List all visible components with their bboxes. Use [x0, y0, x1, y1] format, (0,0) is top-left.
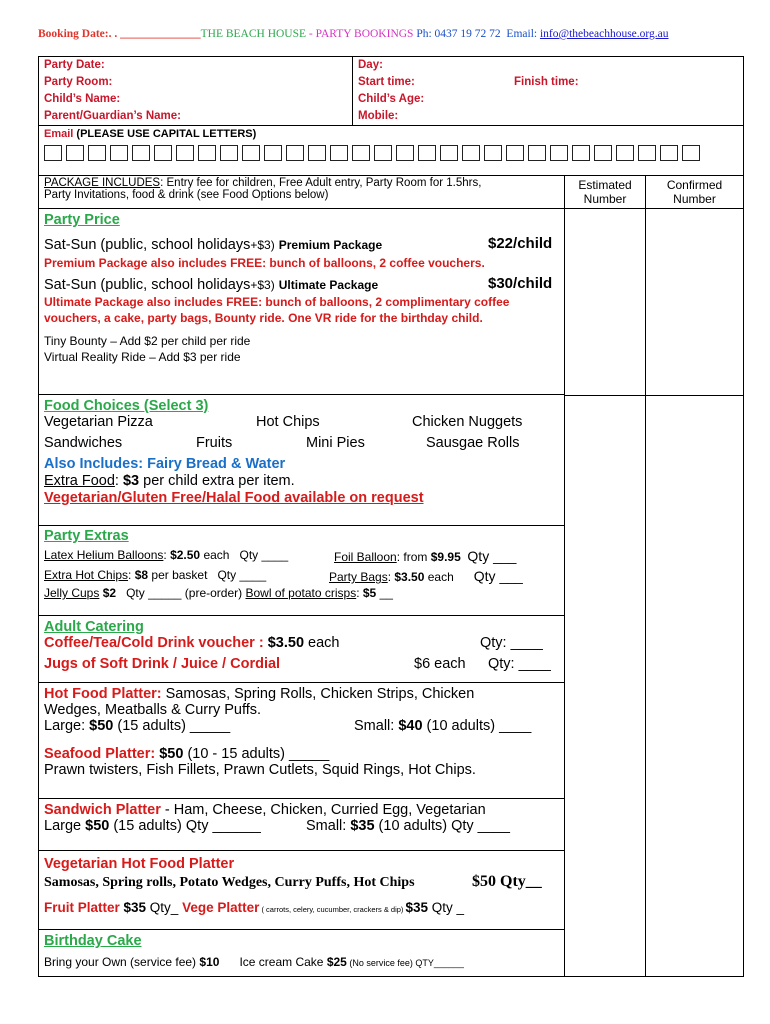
seafood-items: Prawn twisters, Fish Fillets, Prawn Cutlets, Squid Rings, Hot Chips.	[44, 762, 476, 778]
vege-note: ( carrots, celery, cucumber, crackers & dip)	[259, 905, 406, 914]
dietary-request: Vegetarian/Gluten Free/Halal Food available on request	[44, 490, 424, 506]
finish-time-field[interactable]: Finish time:	[514, 76, 579, 88]
packages-column	[39, 176, 565, 976]
start-time-field[interactable]	[358, 74, 743, 91]
food-chicken-nuggets: Chicken Nuggets	[412, 414, 523, 430]
char-box[interactable]	[352, 145, 370, 161]
parent-name-field[interactable]: Parent/Guardian’s Name:	[44, 110, 181, 122]
phone-number: Ph: 0437 19 72 72	[416, 28, 501, 40]
char-box[interactable]	[330, 145, 348, 161]
adult-catering-section	[39, 616, 564, 683]
char-box[interactable]	[154, 145, 172, 161]
email-label: Email:	[506, 28, 538, 40]
fruit-price: $35	[119, 900, 147, 915]
hot-small-qty[interactable]: (10 adults) ____	[422, 718, 532, 734]
premium-line: Sat-Sun (public, school holidays	[44, 237, 251, 253]
foil-from: : from	[396, 550, 431, 564]
bags-qty[interactable]: Qty ___	[473, 568, 523, 584]
cake-own: Bring your Own (service fee)	[44, 955, 200, 969]
premium-plus: +$3)	[250, 238, 275, 252]
seafood-qty[interactable]: (10 - 15 adults) _____	[183, 746, 330, 762]
package-label: PACKAGE INCLUDES	[44, 177, 161, 189]
char-box[interactable]	[66, 145, 84, 161]
jugs-price: $6 each	[414, 656, 466, 672]
sandwich-small-qty[interactable]: (10 adults) Qty ____	[374, 818, 510, 834]
food-fruits: Fruits	[196, 435, 233, 451]
per-basket: per basket	[148, 568, 208, 582]
business-name: THE BEACH HOUSE	[200, 28, 307, 40]
veg-title: Vegetarian Hot Food Platter	[44, 856, 235, 872]
party-price-section	[39, 209, 564, 395]
hot-food-text-1: Samosas, Spring Rolls, Chicken Strips, Chicken	[161, 686, 475, 702]
food-title: Food Choices (Select 3)	[44, 398, 209, 414]
confirmed-label: Confirmed	[666, 178, 723, 192]
email-char-boxes[interactable]	[44, 145, 738, 161]
sandwich-small-label: Small:	[306, 818, 351, 834]
bags-price: $3.50	[394, 570, 425, 584]
sandwich-title: Sandwich Platter	[44, 802, 161, 818]
latex-qty[interactable]: Qty ____	[239, 548, 289, 562]
char-box[interactable]	[550, 145, 568, 161]
premium-name: Premium Package	[278, 238, 383, 252]
package-text-2: Party Invitations, food & drink (see Food Options below)	[44, 189, 329, 201]
confirmed-number-column	[646, 176, 743, 976]
sandwich-large-price: $50	[85, 818, 110, 834]
vr-ride: Virtual Reality Ride – Add $3 per ride	[44, 350, 241, 364]
food-section: Food Choices (Select 3) Vegetarian Pizza Hot Chips Chicken Nuggets Sandwiches Fruits Mini Pies Sausgae Rolls Also Includes: Fairy Bread & Water Extra Food: $3 per child extra per item. Vegetarian/Gluten Free/Halal Food available on request	[39, 395, 564, 526]
extra-food-label: Extra Food	[44, 473, 115, 489]
premium-price: $22/child	[488, 235, 553, 252]
potato-crisps: Bowl of potato crisps	[245, 586, 357, 600]
char-box[interactable]	[264, 145, 282, 161]
latex-balloons: Latex Helium Balloons	[44, 548, 164, 562]
premium-note: Premium Package also includes FREE: bunch of balloons, 2 coffee vouchers.	[44, 256, 485, 270]
estimated-label: Estimated	[578, 178, 632, 192]
vege-platter: Vege Platter	[182, 900, 260, 915]
sandwich-large-label: Large	[44, 818, 86, 834]
seafood-price: $50	[159, 746, 184, 762]
hot-small-price: $40	[398, 718, 423, 734]
hot-food-title: Hot Food Platter:	[44, 686, 162, 702]
email-entry-note: (PLEASE USE CAPITAL LETTERS)	[76, 128, 257, 140]
header-dash: -	[306, 28, 316, 40]
booking-header	[38, 28, 738, 40]
char-box[interactable]	[440, 145, 458, 161]
ultimate-line: Sat-Sun (public, school holidays	[44, 277, 251, 293]
ultimate-plus: +$3)	[250, 278, 275, 292]
extra-food-price: $3	[122, 473, 140, 489]
ice-cake-price: $25	[326, 955, 347, 969]
jelly-qty[interactable]: Qty _____ (pre-order)	[126, 586, 243, 600]
food-sandwiches: Sandwiches	[44, 435, 123, 451]
booking-date: Booking Date:. . ______________	[38, 28, 201, 40]
hot-large-qty[interactable]: (15 adults) _____	[113, 718, 231, 734]
estimated-cell[interactable]	[565, 209, 645, 396]
char-box[interactable]	[308, 145, 326, 161]
char-box[interactable]	[594, 145, 612, 161]
crisps-price: $5	[362, 586, 377, 600]
char-box[interactable]	[176, 145, 194, 161]
email-entry	[39, 126, 743, 176]
veg-price-qty[interactable]: $50 Qty__	[472, 873, 542, 890]
booking-form	[38, 56, 744, 977]
food-hot-chips: Hot Chips	[256, 414, 320, 430]
veg-items: Samosas, Spring rolls, Potato Wedges, Curry Puffs, Hot Chips	[44, 875, 415, 890]
hot-food-platter-section	[39, 683, 564, 799]
jugs-qty[interactable]: Qty: ____	[488, 656, 551, 672]
foil-price: $9.95	[430, 550, 461, 564]
cake-own-price: $10	[199, 955, 220, 969]
char-box[interactable]	[462, 145, 480, 161]
confirmed-cell[interactable]	[646, 209, 743, 396]
char-box[interactable]	[88, 145, 106, 161]
child-age-field[interactable]: Child’s Age:	[358, 93, 425, 105]
coffee-qty[interactable]: Qty: ____	[480, 635, 543, 651]
start-time-label: Start time:	[358, 76, 415, 88]
ultimate-price: $30/child	[488, 275, 553, 292]
sandwich-platter-section	[39, 799, 564, 851]
fruit-qty[interactable]: Qty_	[146, 900, 183, 915]
party-bookings-title: PARTY BOOKINGS	[315, 28, 414, 40]
estimated-header	[565, 176, 645, 209]
fruit-platter: Fruit Platter	[44, 900, 120, 915]
mobile-field[interactable]: Mobile:	[358, 110, 399, 122]
ice-cream-cake: Ice cream Cake	[239, 955, 327, 969]
food-includes: Also Includes: Fairy Bread & Water	[44, 456, 286, 472]
cake-title: Birthday Cake	[44, 933, 142, 949]
tiny-bounty: Tiny Bounty – Add $2 per child per ride	[44, 334, 251, 348]
party-price-title: Party Price	[44, 212, 120, 228]
confirmed-number-label: Number	[673, 192, 716, 206]
package-includes	[39, 176, 564, 209]
bags-each: each	[424, 570, 454, 584]
birthday-cake-section	[39, 930, 564, 976]
vege-qty[interactable]: Qty _	[428, 900, 465, 915]
seafood-title: Seafood Platter:	[44, 746, 160, 762]
char-box[interactable]	[682, 145, 700, 161]
ultimate-note-1: Ultimate Package also includes FREE: bunch of balloons, 2 complimentary coffee	[44, 295, 510, 309]
vegetarian-platter-section	[39, 851, 564, 930]
latex-price: $2.50	[170, 548, 201, 562]
char-box[interactable]	[484, 145, 502, 161]
estimated-number-column	[565, 176, 646, 976]
estimated-number-label: Number	[583, 192, 627, 206]
char-box[interactable]	[374, 145, 392, 161]
char-box[interactable]	[132, 145, 150, 161]
food-mini-pies: Mini Pies	[306, 435, 365, 451]
party-extras-section: Party Extras Latex Helium Balloons: $2.50 each Qty ____ Foil Balloon: from $9.95 Qty ___ Extra Hot Chips: $8 per basket Qty ____ Party Bags: $3.50 each Qty ___ Jelly Cups $2 Qty _____ (pre-order) Bowl of potato crisps: $5 __	[39, 526, 564, 616]
ice-cake-note[interactable]: (No service fee) QTY______	[346, 958, 464, 968]
char-box[interactable]	[396, 145, 414, 161]
adult-title: Adult Catering	[44, 619, 144, 635]
day-field[interactable]: Day:	[358, 59, 383, 71]
jelly-price: $2	[102, 586, 117, 600]
vege-price: $35	[405, 900, 429, 915]
char-box[interactable]	[660, 145, 678, 161]
char-box[interactable]	[638, 145, 656, 161]
char-box[interactable]	[242, 145, 260, 161]
sandwich-large-qty[interactable]: (15 adults) Qty ______	[109, 818, 261, 834]
ultimate-note-2: vouchers, a cake, party bags, Bounty ride. One VR ride for the birthday child.	[44, 311, 483, 325]
char-box[interactable]	[572, 145, 590, 161]
sandwich-items: - Ham, Cheese, Chicken, Curried Egg, Vegetarian	[160, 802, 486, 818]
jelly-cups: Jelly Cups	[44, 586, 100, 600]
info-section	[39, 57, 743, 126]
crisps-blank[interactable]: __	[376, 586, 393, 600]
confirmed-header	[646, 176, 743, 209]
hot-large-price: $50	[89, 718, 114, 734]
coffee-price: $3.50	[267, 635, 305, 651]
packages-grid	[39, 176, 743, 976]
foil-balloon: Foil Balloon	[334, 550, 397, 564]
extra-food-text: per child extra per item.	[143, 473, 295, 489]
hot-small-label: Small:	[354, 718, 399, 734]
food-sausage-rolls: Sausgae Rolls	[426, 435, 520, 451]
char-box[interactable]	[616, 145, 634, 161]
jugs-soft-drink: Jugs of Soft Drink / Juice / Cordial	[44, 656, 281, 672]
latex-each: each	[200, 548, 230, 562]
email-link[interactable]: info@thebeachhouse.org.au	[539, 28, 669, 40]
party-room-field[interactable]: Party Room:	[44, 76, 113, 88]
extras-title: Party Extras	[44, 528, 129, 544]
coffee-each: each	[304, 635, 340, 651]
hot-large-label: Large:	[44, 718, 90, 734]
char-box[interactable]	[418, 145, 436, 161]
ultimate-name: Ultimate Package	[278, 278, 379, 292]
char-box[interactable]	[506, 145, 524, 161]
foil-qty[interactable]: Qty ___	[467, 548, 517, 564]
char-box[interactable]	[110, 145, 128, 161]
sandwich-small-price: $35	[350, 818, 375, 834]
extra-hot-chips: Extra Hot Chips	[44, 568, 129, 582]
food-vegetarian-pizza: Vegetarian Pizza	[44, 414, 153, 430]
child-name-field[interactable]: Child’s Name:	[44, 93, 121, 105]
char-box[interactable]	[220, 145, 238, 161]
hot-food-text-2: Wedges, Meatballs & Curry Puffs.	[44, 702, 262, 718]
package-text-1: : Entry fee for children, Free Adult entry, Party Room for 1.5hrs,	[160, 177, 482, 189]
party-date-field[interactable]: Party Date:	[44, 59, 105, 71]
party-bags: Party Bags	[329, 570, 388, 584]
coffee-voucher: Coffee/Tea/Cold Drink voucher :	[44, 635, 268, 651]
char-box[interactable]	[286, 145, 304, 161]
char-box[interactable]	[44, 145, 62, 161]
hot-chips-price: $8	[134, 568, 149, 582]
email-entry-label: Email	[44, 128, 74, 140]
char-box[interactable]	[528, 145, 546, 161]
hot-chips-qty[interactable]: Qty ____	[217, 568, 267, 582]
char-box[interactable]	[198, 145, 216, 161]
